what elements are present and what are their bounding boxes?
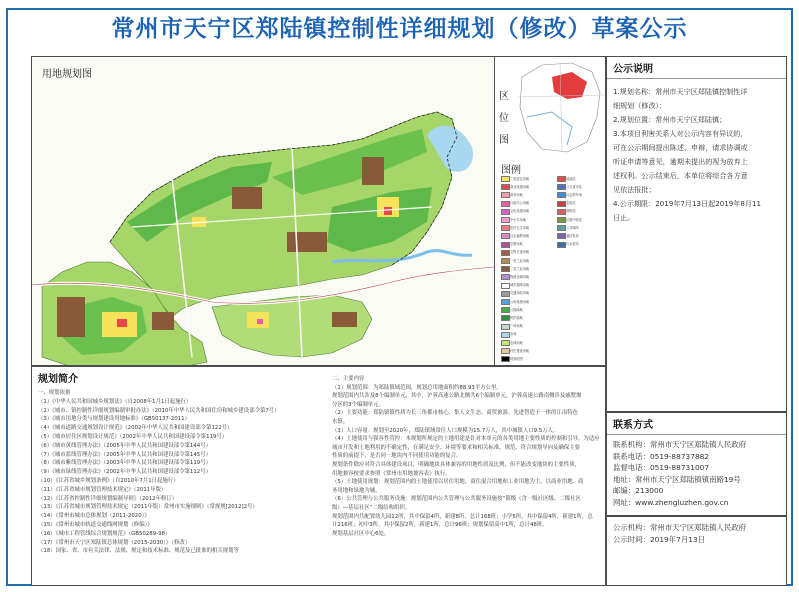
map-legend — [494, 158, 606, 366]
summary-left-line: （3）《城市用地分类与规划建设用地标准》（GB50137-2011） — [38, 416, 190, 423]
publish-panel — [606, 516, 787, 586]
notice-line: 2.规划位置：常州市天宁区郑陆镇； — [613, 115, 727, 124]
legend-swatch — [557, 209, 566, 215]
summary-right-line: 城市开发和土地利用的不确定性，在满足安全、环境等要求和相关标准、规范、符合规划导向及确保主要 — [332, 444, 580, 451]
summary-left-line: （1）《中华人民共和国城乡规划法》（自2008年1月1日起施行） — [38, 398, 192, 405]
legend-swatch — [501, 356, 510, 362]
notice-panel — [606, 56, 787, 412]
legend-label: 二类居住用地 — [510, 176, 530, 181]
summary-right-line: 务用地和绿地为辅。 — [332, 487, 381, 494]
legend-swatch — [557, 225, 566, 231]
summary-right-line: （2）主要功能：郑陆镇镇性质为长三角都市核心、集人文生态、商贸旅游、先进智造于一体的江南特色 — [332, 410, 579, 417]
legend-swatch — [557, 184, 566, 190]
summary-left-line: （16）《城市工程管线综合规划规范》（GB50289-98） — [38, 530, 171, 537]
legend-swatch — [501, 266, 510, 272]
legend-swatch — [501, 348, 510, 354]
legend-label: 城市道路用地 — [510, 283, 530, 288]
legend-label: 宗教用地 — [510, 242, 523, 247]
legend-swatch — [557, 242, 566, 248]
land-use-map-panel — [31, 56, 606, 366]
legend-label: 医疗卫生用地 — [510, 225, 530, 230]
summary-left-line: （6）《城市黄线管理办法》（2005年中华人民共和国建设部令第144号） — [38, 442, 211, 449]
summary-left-line: （18）国家、省、市有关法律、法规、规定和技术标准、规范及已批准的相关规划等 — [38, 548, 239, 555]
summary-left-line: （8）《城市紫线管理办法》（2003年中华人民共和国建设部令第119号） — [38, 460, 211, 467]
summary-right-column — [332, 375, 600, 538]
legend-label: 行政办公用地 — [510, 201, 530, 206]
summary-left-line: （17）《常州市天宁区郑陆镇总体规划（2015-2030）》（修改） — [38, 539, 191, 546]
contact-line: 网址：www.zhengluzhen.gov.cn — [613, 497, 729, 507]
legend-label: 社会停车场 — [566, 192, 582, 197]
legend-label: 社会福利用地 — [510, 233, 530, 238]
legend-label: 变电站 — [566, 201, 576, 206]
legend-swatch — [501, 217, 510, 223]
legend-label: 污水泵站 — [566, 242, 579, 247]
contact-line: 联系机构：常州市天宁区郑陆镇人民政府 — [613, 440, 747, 449]
inset-label-wei: 位 — [499, 113, 509, 124]
notice-title: 公示说明 — [607, 57, 786, 79]
legend-swatch — [557, 201, 566, 207]
legend-label: 农林用地 — [510, 340, 523, 345]
summary-right-line: 规划范围内共涉及8个编制单元，其中，沪蓉高速公路北侧共6个编制单元，沪蓉高速公路南侧涉及戚墅堰 — [332, 393, 582, 400]
summary-left-line: （4）《城市道路交通规划设计规范》（2002年中华人民共和国建设部令第122号） — [38, 425, 233, 432]
legend-label: 物流仓储用地 — [510, 274, 530, 279]
inset-label-qu: 区 — [499, 91, 509, 102]
contact-body — [607, 435, 786, 513]
legend-label: 公交首末站 — [566, 184, 582, 189]
commercial-block-2 — [117, 319, 127, 327]
summary-left-line: （13）《江苏省城市规划管理技术规定（2011年版）常州市实施细则》（常规规[2012]2号） — [38, 504, 258, 511]
legend-label: 加油站 — [566, 176, 576, 181]
legend-label: 公共厕所 — [566, 225, 579, 230]
legend-swatch — [501, 291, 510, 297]
summary-right-line: 规划基层社区中心6处。 — [332, 530, 390, 537]
legend-label: 消防站 — [566, 209, 576, 214]
legend-label: 中小学用地 — [510, 217, 526, 222]
summary-left-line: （2）《城市、镇控制性详细规划编制审批办法》（2010年中华人民共和国住房和城乡建设部令第7号） — [38, 407, 280, 414]
contact-title: 联系方式 — [607, 413, 786, 435]
summary-right-line: 分区的3个编制单元。 — [332, 401, 384, 408]
summary-right-line: 水镇。 — [332, 418, 349, 425]
legend-swatch — [501, 242, 510, 248]
legend-label: 交通场站用地 — [510, 291, 530, 296]
legend-label: 垃圾中转站 — [566, 217, 582, 222]
summary-right-line: （4）土地使用与强容性管控：本规划所规定的土地用途是针对本单元的各类用地主要性质的控制和引导，为适应 — [332, 436, 600, 443]
legend-swatch — [501, 225, 510, 231]
summary-left-line: 一、规划依据 — [38, 390, 71, 396]
legend-swatch — [501, 176, 510, 182]
industrial-block-1 — [232, 187, 262, 209]
legend-label: 村庄建设用地 — [510, 348, 530, 353]
summary-panel — [31, 366, 606, 586]
legend-label: 文化设施用地 — [510, 209, 530, 214]
inset-label-tu: 图 — [499, 135, 509, 146]
legend-swatch — [501, 233, 510, 239]
summary-right-line: 性质的前提下，是否同一地块内不同使用功能的复合。 — [332, 453, 462, 460]
legend-swatch — [501, 250, 510, 256]
notice-line: 述权利。公示结束后，本单位将综合各方意 — [613, 171, 748, 180]
legend-label: 文物古迹用地 — [510, 250, 530, 255]
summary-left-line: （15）《常州市城市轨道交通线网规划（修编）》 — [38, 521, 153, 528]
summary-left-line: （12）《江苏省控制性详细规划编制导则》（2012年修订） — [38, 495, 178, 502]
notice-line: 1.规划名称：常州市天宁区郑陆镇控制性详 — [613, 87, 748, 96]
legend-swatch — [501, 201, 510, 207]
legend-label: 二类工业用地 — [510, 266, 530, 271]
contact-line: 联系电话：0519-88737882 — [613, 451, 710, 461]
legend-swatch — [557, 217, 566, 223]
page-title: 常州市天宁区郑陆镇控制性详细规划（修改）草案公示 — [111, 16, 688, 42]
map-caption: 用地规划图 — [42, 69, 92, 80]
summary-left-column — [38, 389, 328, 556]
notice-line: 见依法报批； — [613, 185, 656, 194]
summary-right-line: （5）土地使用规划：规划范围内的土地使用以居住用地、商住混合用地和工业用地为主，以商业用地、商 — [332, 479, 584, 486]
notice-line: 听证申请等意见，逾期未提出的视为放弃上 — [613, 157, 748, 166]
publish-line: 公示机构：常州市天宁区郑陆镇人民政府 — [613, 523, 747, 532]
legend-label: 广场用地 — [510, 324, 523, 329]
legend-swatch — [501, 192, 510, 198]
summary-right-line: （6）公共管理与公共服务设施：规划范围内公共管理与公共服务设施按“镇级（含一级社区级、二级社区 — [332, 496, 581, 503]
legend-label: 商业设施用地 — [510, 184, 530, 189]
industrial-block-4 — [57, 297, 85, 337]
legend-label: 公用设施用地 — [510, 299, 530, 304]
notice-line: 3.本项目利害关系人对公示内容有异议的， — [613, 129, 748, 138]
industrial-block-6 — [332, 312, 357, 327]
summary-right-line: 二、主要内容 — [332, 376, 365, 382]
legend-swatch — [501, 209, 510, 215]
publish-line: 公示时间：2019年7月13日 — [613, 535, 706, 544]
notice-line: 可在公示期间提出陈述、申辩，请求协调或 — [613, 143, 748, 152]
industrial-block-2 — [287, 232, 327, 252]
contact-line: 地址：常州市天宁区郑陆镇镇南路19号 — [613, 474, 741, 484]
summary-right-line: （1）规划范围：为郑陆镇域范围，规划总用地面积约88.93平方公里。 — [332, 384, 502, 391]
summary-right-line: 级）—基层社区”二级结构组织。 — [332, 504, 411, 511]
contact-panel — [606, 412, 787, 516]
commercial-block-3 — [257, 319, 263, 324]
notice-line: 4.公示期限：2019年7月13日起2019年8月11 — [613, 199, 761, 208]
notice-line: 日止。 — [613, 213, 635, 222]
legend-label: 一类工业用地 — [510, 258, 530, 263]
location-inset — [494, 57, 606, 159]
legend-swatch — [501, 340, 510, 346]
legend-swatch — [501, 324, 510, 330]
industrial-block-3 — [362, 157, 384, 185]
legend-swatch — [501, 283, 510, 289]
legend-label: 防护绿地 — [510, 315, 523, 320]
legend-label: 公园绿地 — [510, 307, 523, 312]
commercial-block-1 — [384, 207, 392, 215]
summary-left-line: （7）《城市蓝线管理办法》（2005年中华人民共和国建设部令第145号） — [38, 451, 211, 458]
summary-left-line: （5）《城市居住区规划设计规范》（2002年中华人民共和国建设部令第119号） — [38, 433, 228, 440]
legend-swatch — [501, 258, 510, 264]
publish-body — [607, 517, 786, 551]
industrial-block-5 — [152, 312, 174, 330]
legend-swatch — [557, 192, 566, 198]
legend-swatch — [501, 307, 510, 313]
summary-right-line: 用地兼容按要求参照《常州市用地兼容表》执行。 — [332, 470, 451, 477]
legend-swatch — [557, 176, 566, 182]
contact-line: 邮编：213000 — [613, 486, 664, 496]
summary-left-line: （10）《江苏省城乡规划条例》（自2010年7月1日起施行） — [38, 477, 179, 484]
contact-line: 监督电话：0519-88731007 — [613, 463, 710, 473]
summary-left-line: （9）《城市绿线管理办法》（2002年中华人民共和国建设部令第112号） — [38, 469, 211, 476]
legend-swatch — [501, 332, 510, 338]
legend-label: 水域 — [510, 332, 517, 337]
location-inset-map — [512, 57, 606, 157]
summary-right-line: 规划条件除应对符合具体建设项目，明确地块具体兼容的用地性质及比例，但不能改变地块的主要性质， — [332, 461, 580, 468]
summary-right-line: （3）人口容量：规划至2020年，郑陆镇域常住人口规模为15.7万人，其中城镇人口9.5万人。 — [332, 427, 559, 434]
legend-label: 规划范围 — [510, 356, 523, 361]
notice-line: 细规划（修改）； — [613, 101, 667, 110]
notice-body — [607, 79, 786, 231]
summary-left-line: （14）《常州市城市总体规划（2011-2020）》 — [38, 513, 150, 520]
legend-swatch — [501, 299, 510, 305]
legend-title: 图例 — [501, 165, 521, 176]
legend-swatch — [501, 184, 510, 190]
summary-title: 规划简介 — [38, 374, 78, 385]
legend-label: 通信机房 — [566, 233, 579, 238]
legend-swatch — [501, 315, 510, 321]
legend-swatch — [557, 233, 566, 239]
land-use-map — [32, 57, 494, 366]
summary-right-line: 计216班；初中3所，其中保留2所，新建1所，总计96班；规划保留高中1所，总计48班。 — [332, 522, 548, 529]
legend-label: 商务用地 — [510, 192, 523, 197]
summary-right-line: 规划范围内共配置幼儿园12所，其中保留4所，新建8所，总计168班；小学5所，其中保留4所，新建1所，总 — [332, 513, 593, 520]
summary-left-line: （11）《江苏省城市规划管理技术规定》（2011年版） — [38, 486, 167, 493]
legend-swatch — [501, 274, 510, 280]
